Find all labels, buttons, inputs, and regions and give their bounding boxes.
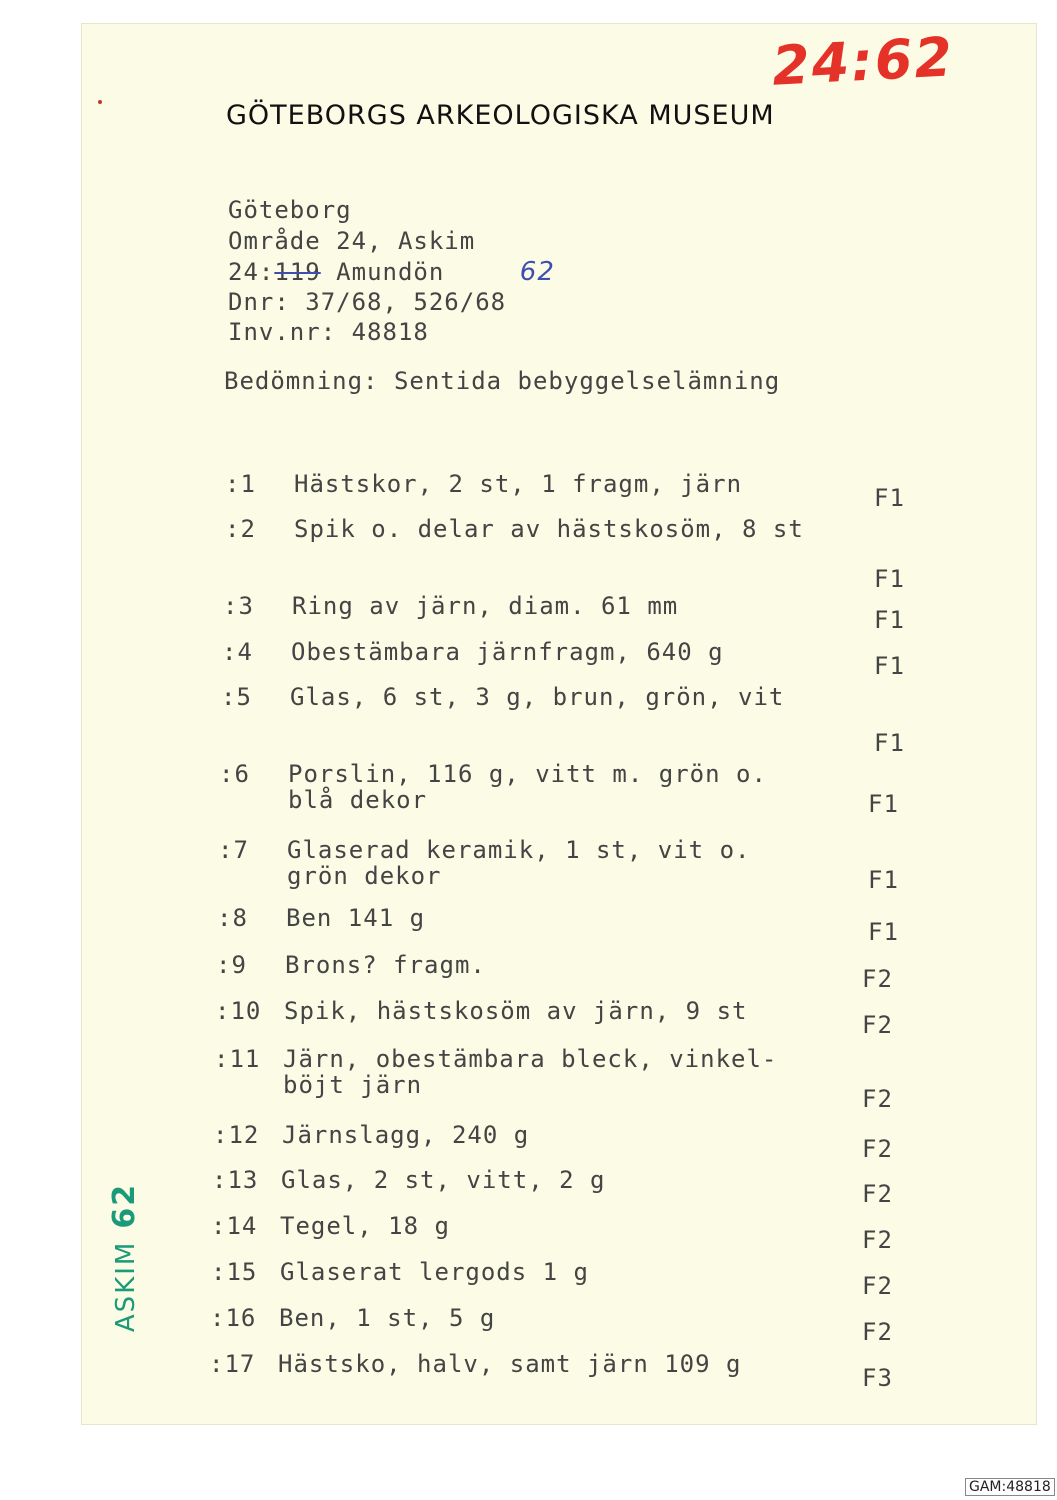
item-number: :2 (225, 515, 256, 543)
item-description: Glas, 6 st, 3 g, brun, grön, vit (290, 683, 785, 711)
item-category: F1 (874, 484, 905, 512)
item-description: Ben 141 g (286, 904, 426, 932)
item-description: Glas, 2 st, vitt, 2 g (281, 1166, 606, 1194)
item-description: Hästsko, halv, samt järn 109 g (278, 1350, 742, 1378)
item-number: :13 (212, 1166, 259, 1194)
item-number: :3 (223, 592, 254, 620)
item-category: F1 (868, 918, 899, 946)
item-description: grön dekor (287, 862, 442, 890)
item-number: :17 (209, 1350, 256, 1378)
item-category: F1 (874, 565, 905, 593)
item-category: F2 (862, 1318, 893, 1346)
item-number: :14 (211, 1212, 258, 1240)
site-old-number: 119 (274, 258, 321, 286)
item-category: F2 (862, 1272, 893, 1300)
item-category: F1 (874, 606, 905, 634)
item-description: Ring av järn, diam. 61 mm (292, 592, 679, 620)
inventory-number: Inv.nr: 48818 (228, 318, 429, 346)
item-description: Spik o. delar av hästskosöm, 8 st (294, 515, 804, 543)
item-description: Spik, hästskosöm av järn, 9 st (284, 997, 748, 1025)
item-number: :9 (216, 951, 247, 979)
item-number: :6 (219, 760, 250, 788)
item-number: :1 (225, 470, 256, 498)
item-number: :8 (217, 904, 248, 932)
item-category: F2 (862, 1085, 893, 1113)
item-description: Glaserad keramik, 1 st, vit o. (287, 836, 751, 864)
item-category: F2 (862, 1180, 893, 1208)
item-category: F2 (862, 1135, 893, 1163)
item-category: F2 (862, 1226, 893, 1254)
item-number: :11 (214, 1045, 261, 1073)
item-number: :12 (213, 1121, 260, 1149)
item-category: F2 (862, 1011, 893, 1039)
item-description: Hästskor, 2 st, 1 fragm, järn (294, 470, 743, 498)
area: Område 24, Askim (228, 227, 476, 255)
item-category: F1 (874, 652, 905, 680)
dnr: Dnr: 37/68, 526/68 (228, 288, 507, 316)
city: Göteborg (228, 196, 352, 224)
item-description: Järn, obestämbara bleck, vinkel- (283, 1045, 778, 1073)
item-category: F1 (868, 790, 899, 818)
item-description: böjt järn (283, 1071, 423, 1099)
askim-stamp (107, 1183, 142, 1332)
item-number: :10 (215, 997, 262, 1025)
item-number: :5 (221, 683, 252, 711)
site-name: Amundön (336, 258, 445, 286)
museum-title: GÖTEBORGS ARKEOLOGISKA MUSEUM (226, 100, 775, 131)
site-new-number: 62 (519, 257, 555, 287)
stamp-label: ASKIM (111, 1240, 142, 1333)
site-line (228, 257, 555, 287)
item-description: Obestämbara järnfragm, 640 g (291, 638, 724, 666)
item-category: F1 (868, 866, 899, 894)
item-category: F2 (862, 965, 893, 993)
item-description: Glaserat lergods 1 g (280, 1258, 589, 1286)
site-prefix: 24: (228, 258, 275, 286)
item-number: :15 (211, 1258, 258, 1286)
item-description: Ben, 1 st, 5 g (279, 1304, 496, 1332)
reference-number: 24:62 (770, 25, 956, 98)
item-description: Tegel, 18 g (280, 1212, 450, 1240)
item-category: F1 (874, 729, 905, 757)
ink-dot (98, 100, 102, 104)
item-description: Järnslagg, 240 g (282, 1121, 530, 1149)
item-number: :4 (222, 638, 253, 666)
item-description: Porslin, 116 g, vitt m. grön o. (288, 760, 767, 788)
item-description: blå dekor (288, 786, 428, 814)
item-description: Brons? fragm. (285, 951, 486, 979)
item-category: F3 (862, 1364, 893, 1392)
item-number: :16 (210, 1304, 257, 1332)
archive-id: GAM:48818 (965, 1478, 1055, 1496)
assessment: Bedömning: Sentida bebyggelselämning (224, 367, 781, 395)
item-number: :7 (218, 836, 249, 864)
stamp-number: 62 (107, 1182, 143, 1229)
